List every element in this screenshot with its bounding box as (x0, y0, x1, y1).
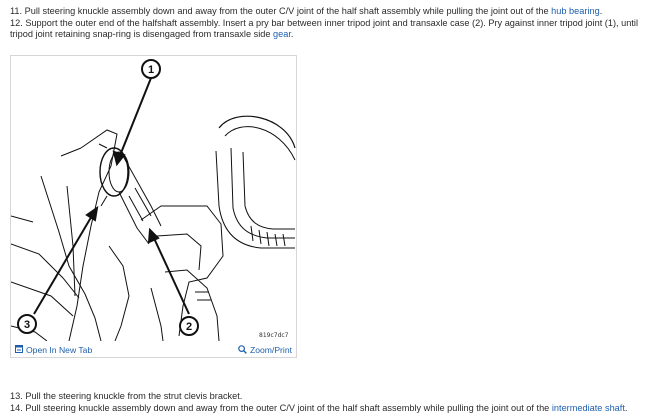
halfshaft (119, 156, 161, 244)
step-14-text: 14. Pull steering knuckle assembly down and away from the outer C/V joint of the half shaft assembly while pulling the joint out of the (10, 403, 552, 413)
transaxle-case (141, 206, 223, 336)
callout-2 (180, 317, 198, 335)
knuckle-outline (69, 130, 117, 341)
callout-1 (142, 60, 160, 78)
tire-sidewall (216, 151, 295, 248)
step-12-text: 12. Support the outer end of the halfshaft assembly. Insert a pry bar between inner tripod joint and transaxle case (2). Pry against inner tripod joint (1), until tripod joint retaining snap-ring is disengaged from transaxle side (10, 18, 638, 39)
figure-container (10, 55, 297, 358)
magnifier-icon (238, 345, 247, 356)
step-11 (10, 6, 602, 17)
zoom-print-label: Zoom/Print (249, 345, 292, 355)
new-tab-icon (15, 345, 23, 355)
callout-2-label: 2 (185, 321, 193, 333)
callout-1-label: 1 (147, 64, 155, 76)
figure-code: 819c7dc7 (259, 332, 289, 339)
step-13 (10, 391, 242, 402)
open-in-new-tab-label: Open In New Tab (26, 345, 93, 355)
callout-3 (18, 315, 36, 333)
step-11-end: . (599, 6, 603, 16)
open-in-new-tab-button[interactable] (15, 345, 92, 355)
step-11-text: 11. Pull steering knuckle assembly down and away from the outer C/V joint of the half shaft assembly while pulling the joint out of the (10, 6, 552, 16)
figure-toolbar (11, 342, 296, 358)
halfshaft-removal-diagram[interactable] (11, 56, 296, 341)
gear-link[interactable]: gear (273, 29, 291, 39)
intermediate-shaft-link[interactable]: intermediate shaft (551, 403, 625, 413)
step-12-end: . (290, 29, 294, 39)
tire-inner-outline (225, 127, 295, 160)
step-13-text: 13. Pull the steering knuckle from the strut clevis bracket. (10, 391, 243, 401)
hub-bearing-link[interactable]: hub bearing (551, 6, 600, 16)
step-12 (10, 18, 638, 40)
zoom-print-button[interactable] (238, 345, 292, 356)
callout-3-label: 3 (23, 319, 31, 331)
step-14 (10, 403, 627, 414)
step-14-end: . (624, 403, 628, 413)
